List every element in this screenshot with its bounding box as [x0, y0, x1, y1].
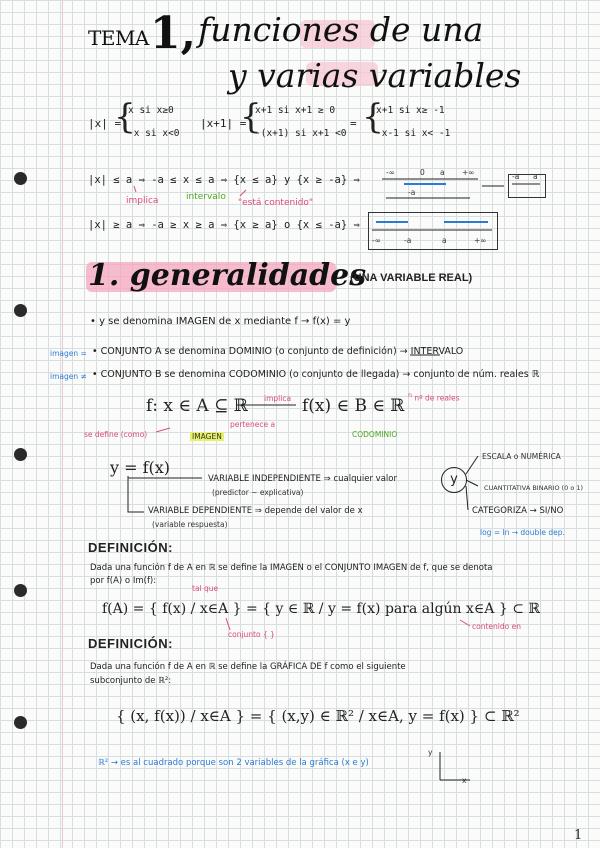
annotation-arrow — [226, 618, 230, 630]
mapping-exp: $^n$ nº de reales — [408, 392, 460, 403]
abs-x1-case4: -x-1 si x< -1 — [376, 128, 451, 139]
abs-x1-lhs: |x+1| = — [200, 117, 247, 130]
bullet-imagen: • y se denomina IMAGEN de x mediante f → f(x) = y — [90, 316, 351, 327]
annotation-arrow — [240, 190, 246, 196]
note-tal-que: tal que — [192, 584, 219, 593]
def1-formula: f(A) = { f(x) / x∈A } = { y ∈ ℝ / y = f(x) para algún x∈A } ⊂ ℝ — [102, 601, 541, 617]
abs-x-case1: x si x≥0 — [128, 105, 174, 116]
mapping-rhs: f(x) ∈ B ∈ ℝ — [302, 396, 405, 416]
brace-icon: { — [114, 97, 136, 137]
note-contenido: "está contenido" — [238, 198, 314, 208]
var-indep-note: (predictor ~ explicativa) — [212, 488, 304, 497]
section-title: 1. generalidades — [88, 258, 367, 293]
annotation-arrow — [156, 428, 170, 432]
axis2-label: +∞ — [474, 236, 487, 245]
annotation-arrow — [134, 186, 136, 192]
tag-imagen-eq: imagen = — [50, 349, 87, 358]
axis1-label: 0 — [420, 168, 425, 177]
result-label: a — [533, 172, 538, 181]
note-cuantitativa: CUANTITATIVA BINARIO (0 o 1) — [484, 484, 584, 492]
branch-line — [466, 456, 478, 474]
def2-formula: { (x, f(x)) / x∈A } = { (x,y) ∈ ℝ² / x∈A, y = f(x) } ⊂ ℝ² — [116, 707, 520, 725]
abs-x-case2: -x si x<0 — [128, 128, 180, 139]
bracket-line — [128, 476, 144, 512]
title-line2: y varias variables — [228, 56, 522, 95]
section-subtitle: (UNA VARIABLE REAL) — [350, 272, 473, 284]
brace-icon: { — [362, 97, 384, 137]
variable-y-circle: y — [441, 467, 467, 493]
note-imagen: IMAGEN — [192, 432, 222, 441]
note-implica: implica — [126, 196, 159, 206]
ineq2-text: |x| ≥ a ⇒ -a ≥ x ≥ a ⇒ {x ≥ a} o {x ≤ -a} ⇒ — [88, 219, 360, 231]
def2-text1: Dada una función f de A en ℝ se define la GRÁFICA DE f como el siguiente — [90, 662, 406, 672]
mapping-implica: implica — [264, 394, 292, 403]
mapping-expr: f: x ∈ A ⊆ ℝ — [146, 396, 248, 416]
title-line1: funciones de una — [198, 10, 484, 49]
note-contenido-en: contenido en — [472, 622, 521, 631]
brace-icon: { — [240, 97, 262, 137]
var-dependiente: VARIABLE DEPENDIENTE ⇒ depende del valor de x — [148, 506, 363, 516]
axis2-label: -∞ — [372, 236, 381, 245]
note-categoriza: CATEGORIZA → SI/NO — [472, 506, 564, 516]
note-conjunto: conjunto { } — [228, 630, 275, 639]
abs-x1-case2: -(x+1) si x+1 <0 — [255, 128, 347, 139]
axis1-neg-a: -a — [408, 188, 416, 197]
variables-eq: y = f(x) — [110, 458, 171, 477]
note-escala: ESCALA o NUMÉRICA — [482, 452, 561, 461]
axis1-label: +∞ — [462, 168, 475, 177]
note-log: log = ln → double dep. — [480, 528, 565, 537]
note-se-define: se define (como) — [84, 430, 148, 439]
def2-note: ℝ² → es al cuadrado porque son 2 variables de la gráfica (x e y) — [98, 758, 369, 768]
abs-x1-case1: x+1 si x+1 ≥ 0 — [255, 105, 336, 116]
axis-x-label: x — [462, 776, 467, 785]
abs-x-lhs: |x| = — [88, 117, 122, 130]
branch-line — [466, 486, 468, 510]
var-dep-note: (variable respuesta) — [152, 520, 228, 529]
branch-line — [466, 480, 478, 486]
axis2-label: -a — [404, 236, 412, 245]
annotation-arrow — [460, 620, 470, 626]
ineq1-text: |x| ≤ a ⇒ -a ≤ x ≤ a ⇒ {x ≤ a} y {x ≥ -a} ⇒ — [88, 174, 360, 186]
def2-heading: DEFINICIÓN: — [88, 636, 173, 651]
bullet-dominio: • CONJUNTO A se denomina DOMINIO (o conjunto de definición) → INTERVALO — [92, 346, 464, 357]
note-codominio: CODOMINIO — [352, 430, 398, 439]
axis2-label: a — [442, 236, 447, 245]
abs-x1-case3: x+1 si x≥ -1 — [376, 105, 445, 116]
note-intervalo: intervalo — [186, 192, 226, 202]
bullet-codominio: • CONJUNTO B se denomina CODOMINIO (o conjunto de llegada) → conjunto de núm. reales ℝ — [92, 369, 540, 380]
abs-eq: = — [350, 117, 357, 130]
title-tema: TEMA — [88, 26, 149, 50]
def1-heading: DEFINICIÓN: — [88, 540, 173, 555]
axis-y-label: y — [428, 748, 433, 757]
axis1-label: -∞ — [386, 168, 395, 177]
note-pertenece: pertenece a — [230, 420, 276, 429]
def1-text2: por f(A) o Im(f): — [90, 576, 157, 586]
def2-text2: subconjunto de ℝ²: — [90, 676, 172, 686]
axis1-label: a — [440, 168, 445, 177]
tag-imagen-ne: imagen ≠ — [50, 372, 87, 381]
page-number: 1 — [574, 828, 583, 843]
def1-text1: Dada una función f de A en ℝ se define la IMAGEN o el CONJUNTO IMAGEN de f, que se denota — [90, 563, 493, 573]
result-label: -a — [512, 172, 520, 181]
title-number: 1, — [150, 8, 196, 59]
var-independiente: VARIABLE INDEPENDIENTE ⇒ cualquier valor — [208, 474, 397, 484]
